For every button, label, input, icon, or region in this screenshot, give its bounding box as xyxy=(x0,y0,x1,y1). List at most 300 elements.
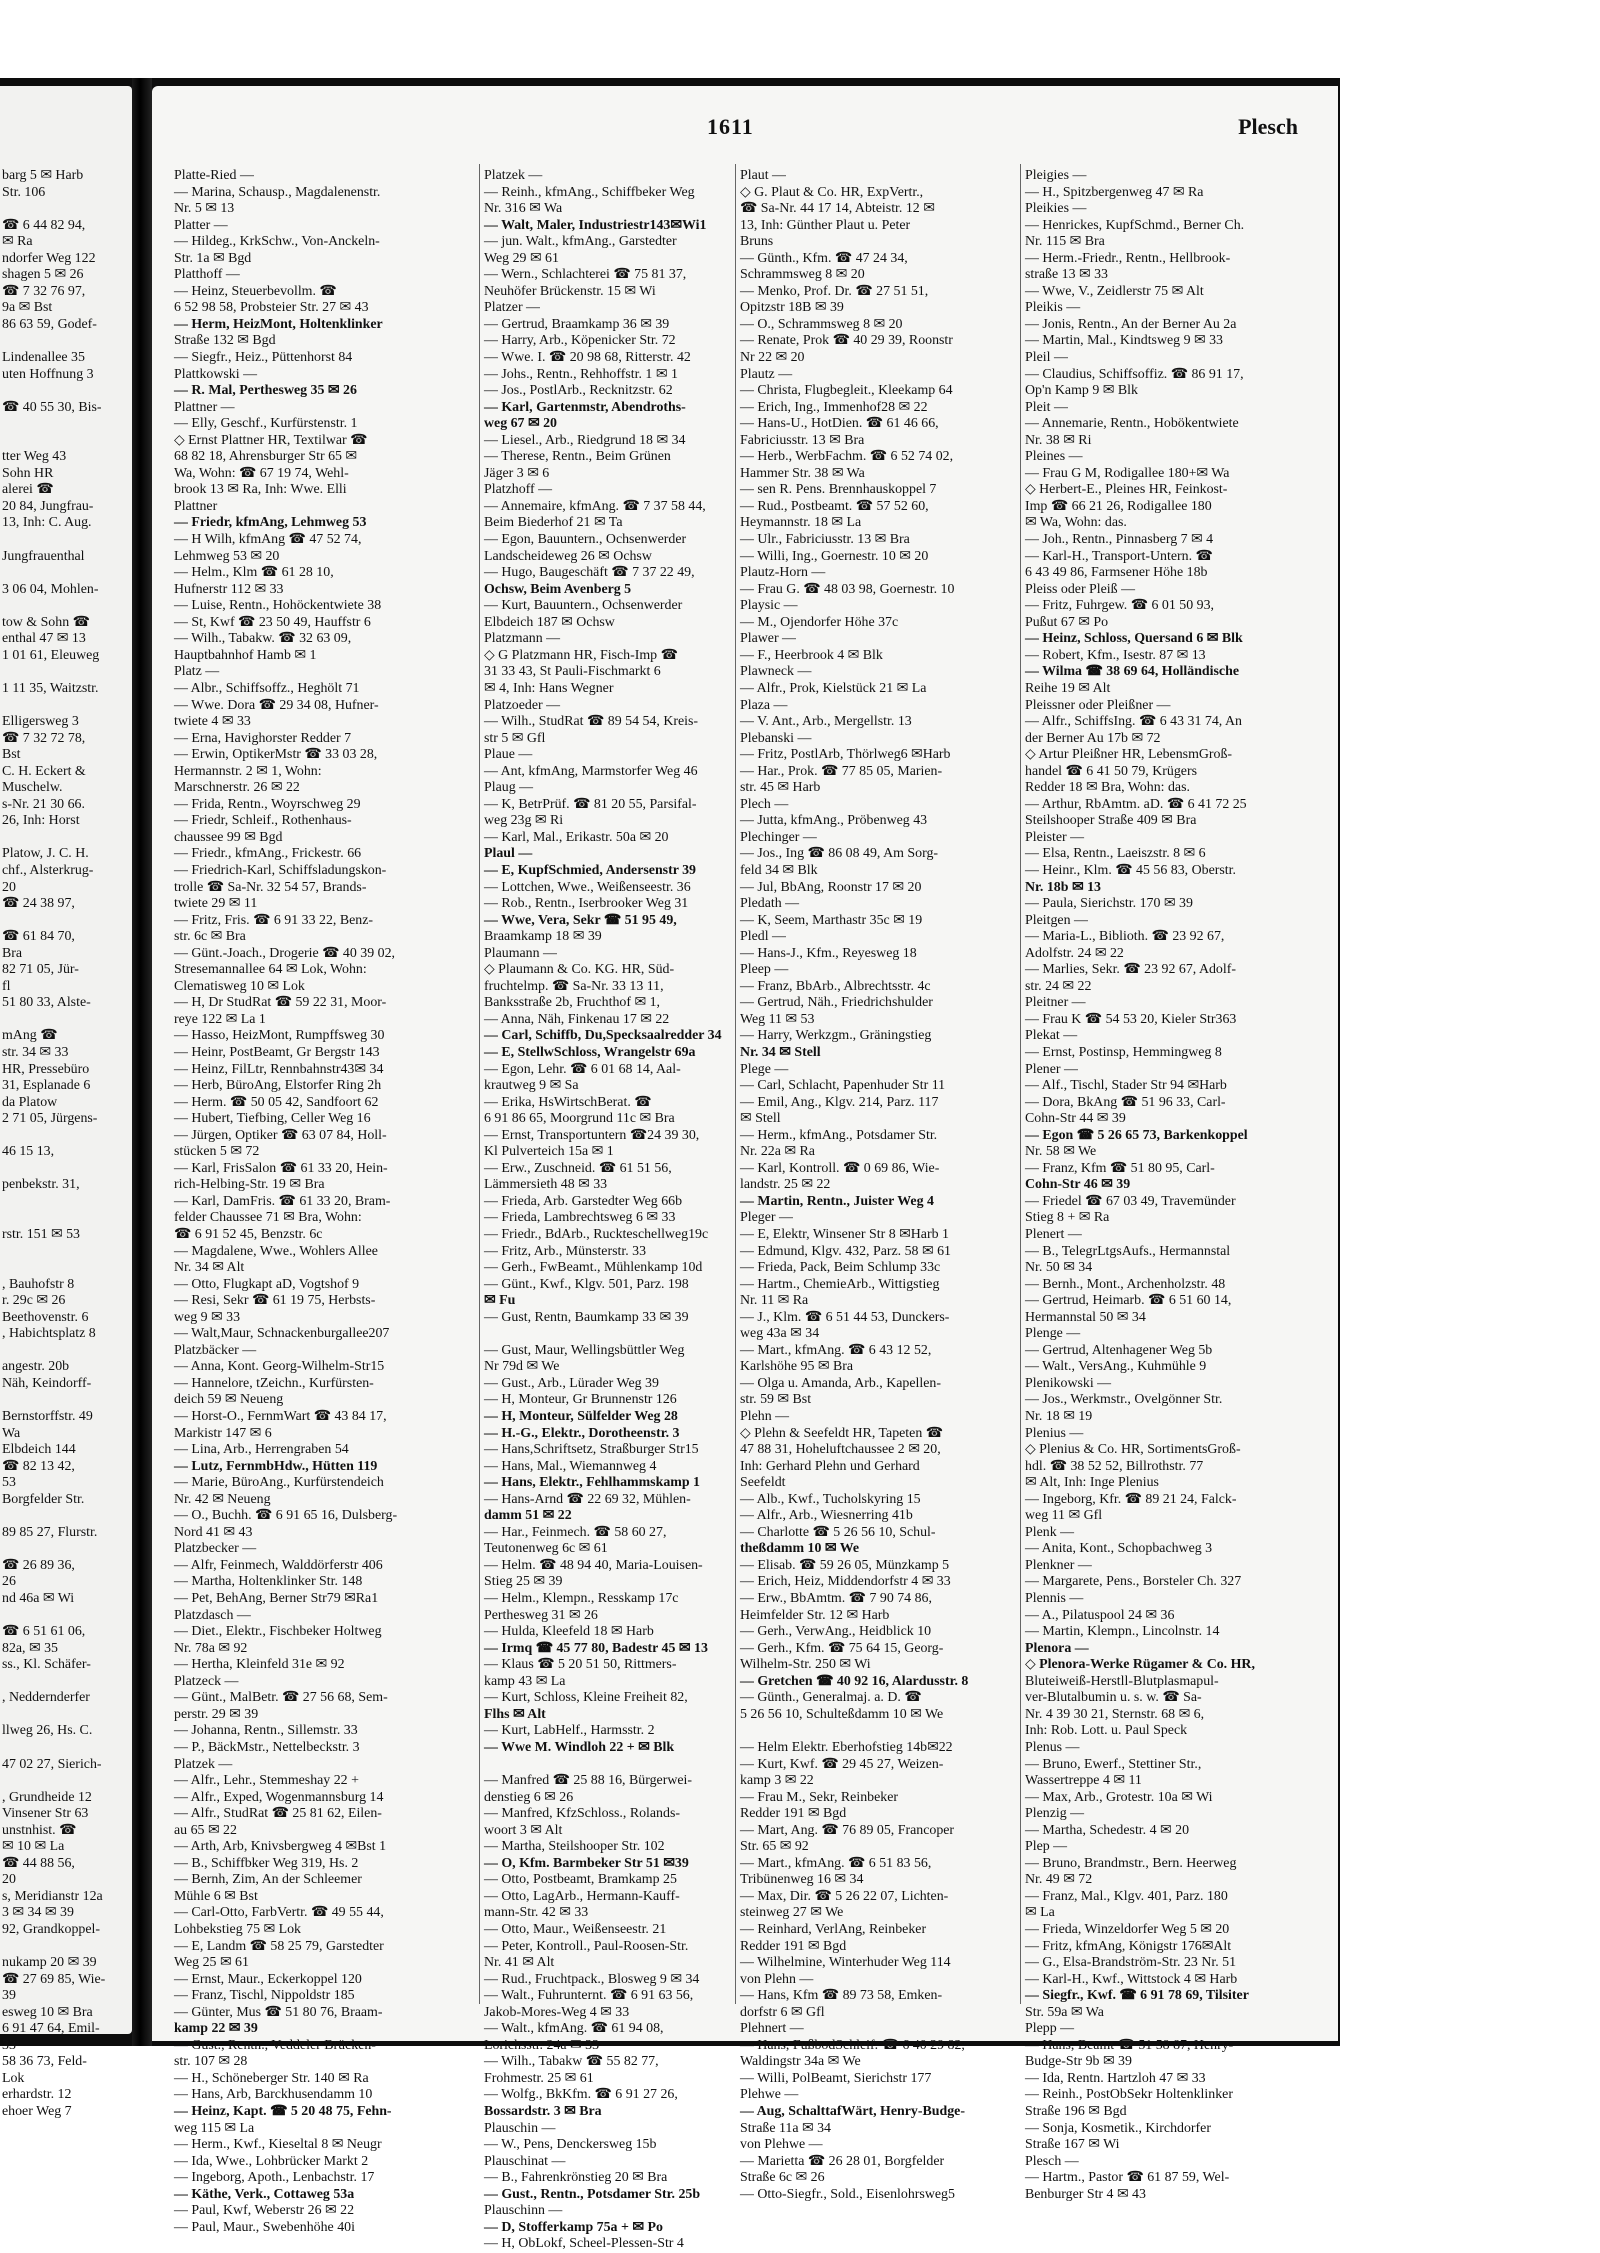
directory-entry-line: Redder 18 ✉ Bra, Wohn: das. xyxy=(1025,780,1190,796)
directory-entry-line: fruchtelmp. ☎ Sa-Nr. 33 13 11, xyxy=(484,978,664,994)
directory-entry-line: Pleep — xyxy=(740,962,789,978)
directory-entry-line: — Marie, BüroAng., Kurfürstendeich xyxy=(174,1475,384,1491)
directory-entry-line: Nr. 78a ✉ 92 xyxy=(174,1640,248,1656)
directory-entry-line: — Wwe, Vera, Sekr ☎ 51 95 49, xyxy=(484,912,677,928)
directory-entry-line: Jäger 3 ✉ 6 xyxy=(484,465,550,481)
directory-entry-line: — Jos., PostlArb., Recknitzstr. 62 xyxy=(484,383,673,399)
directory-entry-line: Elligersweg 3 xyxy=(2,714,79,730)
directory-entry-line: — R. Mal, Perthesweg 35 ✉ 26 xyxy=(174,383,357,399)
column-rule xyxy=(479,164,480,2004)
directory-entry-line: — Wilh., StudRat ☎ 89 54 54, Kreis- xyxy=(484,714,699,730)
directory-entry-line: — Hans, FußbodSchleif. ☎ 6 40 29 82, xyxy=(740,2037,965,2053)
directory-entry-line: Nr. 38 ✉ Ri xyxy=(1025,432,1092,448)
directory-entry-line: — Peter, Kontroll., Paul-Roosen-Str. xyxy=(484,1938,689,1954)
directory-entry-line: Op'n Kamp 9 ✉ Blk xyxy=(1025,383,1138,399)
directory-entry-line: ◇ G Platzmann HR, Fisch-Imp ☎ xyxy=(484,647,678,663)
directory-entry-line: — Gerh., FwBeamt., Mühlenkamp 10d xyxy=(484,1260,703,1276)
directory-entry-line: — Olga u. Amanda, Arb., Kapellen- xyxy=(740,1375,941,1391)
directory-entry-line: 86 63 59, Godef- xyxy=(2,316,97,332)
directory-entry-line: weg 23g ✉ Ri xyxy=(484,813,564,829)
directory-entry-line: ☎ 44 88 56, xyxy=(2,1855,75,1871)
directory-entry-line: Frohmestr. 25 ✉ 61 xyxy=(484,2070,594,2086)
directory-entry-line: Plesch — xyxy=(1025,2153,1079,2169)
directory-entry-line: — Mart, Ang. ☎ 76 89 05, Francoper xyxy=(740,1822,955,1838)
directory-entry-line: 82 71 05, Jür- xyxy=(2,962,79,978)
directory-entry-line: 47 88 31, Hoheluftchaussee 2 ✉ 20, xyxy=(740,1442,941,1458)
directory-entry-line: Plenius — xyxy=(1025,1425,1084,1441)
directory-entry-line: tow & Sohn ☎ xyxy=(2,614,90,630)
directory-entry-line: Ochsw, Beim Avenberg 5 xyxy=(484,581,632,597)
directory-entry-line: Schrammsweg 8 ✉ 20 xyxy=(740,267,865,283)
directory-entry-line: Plech — xyxy=(740,796,789,812)
directory-entry-line: — Irmq ☎ 45 77 80, Badestr 45 ✉ 13 xyxy=(484,1640,708,1656)
directory-entry-line: esweg 10 ✉ Bra xyxy=(2,2004,93,2020)
directory-entry-line: Flhs ✉ Alt xyxy=(484,1706,546,1722)
directory-entry-line: Stieg 25 ✉ 39 xyxy=(484,1574,563,1590)
directory-entry-line: — Herm. ☎ 50 05 42, Sandfoort 62 xyxy=(174,1094,379,1110)
directory-entry-line xyxy=(2,598,130,615)
directory-entry-line: Platzek — xyxy=(484,168,543,183)
directory-entry-line: — Bernh, Zim, An der Schleemer xyxy=(174,1872,362,1888)
directory-entry-line: — Helm Elektr. Eberhofstieg 14b✉22 xyxy=(740,1739,953,1755)
directory-entry-line xyxy=(2,1508,130,1525)
directory-entry-line: Lehmweg 53 ✉ 20 xyxy=(174,548,280,564)
directory-entry-line: — Gerh., Kfm. ☎ 75 64 15, Georg- xyxy=(740,1640,944,1656)
directory-entry-line: Tribünenweg 16 ✉ 34 xyxy=(740,1872,864,1888)
directory-entry-line: Plehwe — xyxy=(740,2087,799,2103)
directory-entry-line: Straße 6c ✉ 26 xyxy=(740,2170,825,2186)
directory-entry-line: erhardstr. 12 xyxy=(2,2087,72,2103)
directory-entry-line: weg 11 ✉ Gfl xyxy=(1025,1508,1103,1524)
directory-entry-line: — Siegfr., Heiz., Püttenhorst 84 xyxy=(174,350,353,366)
directory-entry-line: — Heinr, PostBeamt, Gr Bergstr 143 xyxy=(174,1044,380,1060)
directory-entry-line xyxy=(2,383,130,400)
directory-entry-line: Nr. 42 ✉ Neueng xyxy=(174,1491,271,1507)
directory-entry-line: twiete 4 ✉ 33 xyxy=(174,714,251,730)
directory-entry-line: Plege — xyxy=(740,1061,789,1077)
directory-entry-line: Str. 65 ✉ 92 xyxy=(740,1839,809,1855)
directory-entry-line: — Heinr., Klm. ☎ 45 56 83, Oberstr. xyxy=(1025,862,1236,878)
directory-entry-line: ✉ 10 ✉ La xyxy=(2,1839,65,1855)
directory-entry-line: 20 xyxy=(2,879,16,895)
directory-entry-line: — B., Fahrenkrönstieg 20 ✉ Bra xyxy=(484,2170,668,2186)
directory-entry-line: — Ingeborg, Apoth., Lenbachstr. 17 xyxy=(174,2170,375,2186)
directory-entry-line: fl xyxy=(2,978,11,994)
directory-entry-line: Nr. 34 ✉ Stell xyxy=(740,1044,821,1060)
directory-entry-line: Lohbekstieg 75 ✉ Lok xyxy=(174,1921,301,1937)
directory-entry-line: Redder 191 ✉ Bgd xyxy=(740,1806,847,1822)
directory-entry-line xyxy=(2,1608,130,1625)
directory-entry-line: Pleger — xyxy=(740,1210,793,1226)
directory-entry-line xyxy=(2,1012,130,1029)
directory-entry-line: — K, Seem, Marthastr 35c ✉ 19 xyxy=(740,912,923,928)
directory-entry-line: Plenikowski — xyxy=(1025,1375,1112,1391)
directory-entry-line: — Friedrich-Karl, Schiffsladungskon- xyxy=(174,862,387,878)
directory-entry-line: Pleines — xyxy=(1025,449,1083,465)
directory-entry-line: Plawer — xyxy=(740,631,796,647)
directory-entry-line: 31, Esplanade 6 xyxy=(2,1078,91,1094)
directory-entry-line: — Johanna, Rentn., Sillemstr. 33 xyxy=(174,1723,358,1739)
directory-entry-line: — Robert, Kfm., Isestr. 87 ✉ 13 xyxy=(1025,647,1206,663)
directory-entry-line: — Günter, Mus ☎ 51 80 76, Braam- xyxy=(174,2004,383,2020)
directory-entry-line: Cohn-Str 46 ✉ 39 xyxy=(1025,1177,1131,1193)
directory-entry-line: — Martin, Klempn., Lincolnstr. 14 xyxy=(1025,1624,1220,1640)
directory-entry-line: Bluteiweiß-Herstll-Blutplasmapul- xyxy=(1025,1673,1219,1689)
directory-entry-line: — Elsa, Rentn., Laeiszstr. 8 ✉ 6 xyxy=(1025,846,1206,862)
directory-entry-line: Weg 25 ✉ 61 xyxy=(174,1955,249,1971)
directory-entry-line: — Hans, Arb, Barckhusendamm 10 xyxy=(174,2087,373,2103)
directory-entry-line: — Rud., Fruchtpack., Blosweg 9 ✉ 34 xyxy=(484,1971,700,1987)
directory-entry-line: ◇ Plehn & Seefeldt HR, Tapeten ☎ xyxy=(740,1425,944,1441)
directory-entry-line: Wa, Wohn: ☎ 67 19 74, Wehl- xyxy=(174,465,349,481)
directory-entry-line: Plattner — xyxy=(174,399,235,415)
directory-column-1 xyxy=(174,168,476,2235)
directory-entry-line: — Jos., Werkmstr., Ovelgönner Str. xyxy=(1025,1392,1223,1408)
directory-entry-line: Platzer — xyxy=(484,300,540,316)
directory-entry-line: — Walt, Maler, Industriestr143✉Wi1 xyxy=(484,217,707,233)
directory-entry-line: straße 13 ✉ 33 xyxy=(1025,267,1109,283)
directory-entry-line: Pleit — xyxy=(1025,399,1068,415)
directory-entry-line: — Hasso, HeizMont, Rumpffsweg 30 xyxy=(174,1028,385,1044)
directory-entry-line xyxy=(484,1757,732,1774)
directory-entry-line: Stresemannallee 64 ✉ Lok, Wohn: xyxy=(174,962,367,978)
directory-column-4 xyxy=(1025,168,1330,2202)
directory-entry-line: — Wwe. Dora ☎ 29 34 08, Hufner- xyxy=(174,697,379,713)
directory-entry-line: — Herb, BüroAng, Elstorfer Ring 2h xyxy=(174,1078,382,1094)
directory-entry-line: 6 91 86 65, Moorgrund 11c ✉ Bra xyxy=(484,1111,675,1127)
directory-entry-line: Nr. 115 ✉ Bra xyxy=(1025,234,1105,250)
directory-entry-line: 68 82 18, Ahrensburger Str 65 ✉ xyxy=(174,449,358,465)
directory-entry-line: Marschnerstr. 26 ✉ 22 xyxy=(174,780,300,796)
directory-entry-line: — Egon, Bauuntern., Ochsenwerder xyxy=(484,532,687,548)
directory-entry-line: — Erw., Zuschneid. ☎ 61 51 56, xyxy=(484,1160,672,1176)
directory-entry-line: handel ☎ 6 41 50 79, Krügers xyxy=(1025,763,1197,779)
directory-entry-line: — Jul, BbAng, Roonstr 17 ✉ 20 xyxy=(740,879,922,895)
directory-entry-line: str. 59 ✉ Bst xyxy=(740,1392,812,1408)
directory-entry-line: Nr. 4 39 30 21, Sternstr. 68 ✉ 6, xyxy=(1025,1706,1205,1722)
directory-entry-line: , Neddernderfer xyxy=(2,1690,90,1706)
directory-entry-line: rstr. 151 ✉ 53 xyxy=(2,1227,81,1242)
directory-entry-line: — St, Kwf ☎ 23 50 49, Hauffstr 6 xyxy=(174,614,371,630)
directory-entry-line: theßdamm 10 ✉ We xyxy=(740,1541,860,1557)
directory-entry-line: — Alfr., SchiffsIng. ☎ 6 43 31 74, An xyxy=(1025,714,1242,730)
directory-entry-line: C. H. Eckert & xyxy=(2,763,86,779)
directory-entry-line: — Ernst, Postinsp, Hemmingweg 8 xyxy=(1025,1044,1222,1060)
directory-entry-line: — Frau M., Sekr, Reinbeker xyxy=(740,1789,898,1805)
directory-entry-line: — Friedel ☎ 67 03 49, Travemünder xyxy=(1025,1193,1236,1209)
directory-entry-line: — Gust., Rentn., Veddeler Brücken- xyxy=(174,2037,376,2053)
directory-entry-line: Plechinger — xyxy=(740,829,817,845)
directory-entry-line xyxy=(2,698,130,715)
directory-entry-line: Nr 22 ✉ 20 xyxy=(740,350,805,366)
directory-entry-line: Teutonenweg 6c ✉ 61 xyxy=(484,1541,608,1557)
directory-entry-line: — Gertrud, Altenhagener Weg 5b xyxy=(1025,1342,1213,1358)
directory-entry-line: Weg 29 ✉ 61 xyxy=(484,250,559,266)
directory-entry-line: — Hans, Kfm ☎ 89 73 58, Emken- xyxy=(740,1988,943,2004)
directory-entry-line: — Lina, Arb., Herrengraben 54 xyxy=(174,1442,349,1458)
directory-entry-line: — Henrickes, KupfSchmd., Berner Ch. xyxy=(1025,217,1245,233)
directory-entry-line: str. 107 ✉ 28 xyxy=(174,2054,248,2070)
directory-entry-line: — Wilh., Tabakw. ☎ 32 63 09, xyxy=(174,631,352,647)
directory-entry-line xyxy=(2,1707,130,1724)
directory-entry-line: Pleil — xyxy=(1025,350,1068,366)
directory-entry-line: 13, Inh: Günther Plaut u. Peter xyxy=(740,217,911,233)
directory-entry-line xyxy=(2,1210,130,1227)
directory-entry-line: — Karl-H., Transport-Untern. ☎ xyxy=(1025,548,1213,564)
directory-entry-line: Nr. 22a ✉ Ra xyxy=(740,1144,815,1160)
directory-entry-line: dorfstr 6 ✉ Gfl xyxy=(740,2004,825,2020)
directory-entry-line: Platzoeder — xyxy=(484,697,560,713)
directory-entry-line: Plenge — xyxy=(1025,1326,1081,1342)
directory-entry-line: — Martha, Schedestr. 4 ✉ 20 xyxy=(1025,1822,1190,1838)
directory-entry-line: str. 34 ✉ 33 xyxy=(2,1044,69,1060)
directory-entry-line: — Fritz, Arb., Münsterstr. 33 xyxy=(484,1243,647,1259)
directory-entry-line: — Liesel., Arb., Riedgrund 18 ✉ 34 xyxy=(484,432,686,448)
directory-entry-line: krautweg 9 ✉ Sa xyxy=(484,1078,579,1094)
directory-entry-line: — Franz, BbArb., Albrechtsstr. 4c xyxy=(740,978,931,994)
directory-entry-line: — Frida, Rentn., Woyrschweg 29 xyxy=(174,796,361,812)
directory-entry-line: steinweg 27 ✉ We xyxy=(740,1905,844,1921)
directory-entry-line: von Plehwe — xyxy=(740,2137,823,2153)
directory-entry-line: — Alf., Tischl, Stader Str 94 ✉Harb xyxy=(1025,1078,1227,1094)
directory-entry-line: — H.-G., Elektr., Dorotheenstr. 3 xyxy=(484,1425,680,1441)
directory-entry-line: kamp 43 ✉ La xyxy=(484,1673,566,1689)
directory-entry-line: Nr. 58 ✉ We xyxy=(1025,1144,1097,1160)
directory-entry-line: — Paula, Sierichstr. 170 ✉ 39 xyxy=(1025,896,1193,912)
directory-entry-line: Wilhelm-Str. 250 ✉ Wi xyxy=(740,1657,871,1673)
directory-entry-line: — H Wilh, kfmAng ☎ 47 52 74, xyxy=(174,532,362,548)
directory-entry-line: Reihe 19 ✉ Alt xyxy=(1025,680,1111,696)
directory-entry-line: — Günt., MalBetr. ☎ 27 56 68, Sem- xyxy=(174,1690,388,1706)
directory-entry-line: Nr. 49 ✉ 72 xyxy=(1025,1872,1093,1888)
directory-entry-line: — Hartm., Pastor ☎ 61 87 59, Wel- xyxy=(1025,2170,1230,2186)
running-head xyxy=(152,114,1338,154)
directory-entry-line: — Anna, Näh, Finkenau 17 ✉ 22 xyxy=(484,1011,670,1027)
directory-entry-line: 3 06 04, Mohlen- xyxy=(2,581,99,597)
directory-entry-line: Cohn-Str 44 ✉ 39 xyxy=(1025,1111,1126,1127)
directory-entry-line: — O, Kfm. Barmbeker Str 51 ✉39 xyxy=(484,1855,689,1871)
directory-entry-line: — Resi, Sekr ☎ 61 19 75, Herbsts- xyxy=(174,1293,376,1309)
directory-entry-line: ✉ La xyxy=(1025,1905,1055,1921)
directory-entry-line: mAng ☎ xyxy=(2,1028,58,1044)
directory-entry-line: Bernstorffstr. 49 xyxy=(2,1409,93,1425)
directory-entry-line: ☎ 24 38 97, xyxy=(2,896,75,912)
directory-entry-line: — E, StellwSchloss, Wrangelstr 69a xyxy=(484,1044,696,1060)
directory-entry-line: — Heinz, Kapt. ☎ 5 20 48 75, Fehn- xyxy=(174,2103,392,2119)
directory-entry-line: — Wwe, V., Zeidlerstr 75 ✉ Alt xyxy=(1025,283,1204,299)
directory-entry-line: Heimfelder Str. 12 ✉ Harb xyxy=(740,1607,890,1623)
directory-entry-line: — P., BäckMstr., Nettelbeckstr. 3 xyxy=(174,1739,360,1755)
directory-entry-line: — Menko, Prof. Dr. ☎ 27 51 51, xyxy=(740,283,929,299)
directory-entry-line: Braamkamp 18 ✉ 39 xyxy=(484,929,602,945)
directory-entry-line: ☎ 82 13 42, xyxy=(2,1458,75,1474)
directory-entry-line: felder Chaussee 71 ✉ Bra, Wohn: xyxy=(174,1210,362,1226)
directory-entry-line xyxy=(2,1773,130,1790)
directory-entry-line: Nr. 50 ✉ 34 xyxy=(1025,1260,1093,1276)
directory-entry-line: Bossardstr. 3 ✉ Bra xyxy=(484,2103,602,2119)
directory-entry-line: Plep — xyxy=(1025,1839,1068,1855)
directory-entry-line: Plawneck — xyxy=(740,664,812,680)
directory-entry-line: str. 6c ✉ Bra xyxy=(174,929,246,945)
directory-entry-line: stücken 5 ✉ 72 xyxy=(174,1144,260,1160)
directory-entry-line: str. 24 ✉ 22 xyxy=(1025,978,1092,994)
directory-entry-line: — Arth, Arb, Knivsbergweg 4 ✉Bst 1 xyxy=(174,1839,387,1855)
directory-entry-line: — Ernst, Transportuntern ☎24 39 30, xyxy=(484,1127,700,1143)
directory-entry-line: deich 59 ✉ Neueng xyxy=(174,1392,284,1408)
directory-entry-line: Plehn — xyxy=(740,1409,790,1425)
directory-entry-line: — Hans-J., Kfm., Reyesweg 18 xyxy=(740,945,917,961)
directory-entry-line: ✉ Wa, Wohn: das. xyxy=(1025,515,1127,531)
directory-entry-line: Plattner xyxy=(174,498,218,514)
directory-entry-line: — Christa, Flugbegleit., Kleekamp 64 xyxy=(740,383,953,399)
directory-entry-line: — V. Ant., Arb., Mergellstr. 13 xyxy=(740,714,912,730)
directory-entry-line: — Elisab. ☎ 59 26 05, Münzkamp 5 xyxy=(740,1557,950,1573)
column-rule xyxy=(1020,164,1021,2004)
directory-entry-line: — Frieda, Pack, Beim Schlump 33c xyxy=(740,1260,941,1276)
directory-entry-line: — Sonja, Kosmetik., Kirchdorfer xyxy=(1025,2120,1211,2136)
directory-entry-line: ✉ Alt, Inh: Inge Plenius xyxy=(1025,1475,1159,1491)
directory-entry-line: — Marietta ☎ 26 28 01, Borgfelder xyxy=(740,2153,945,2169)
directory-entry-line: — B., TelegrLtgsAufs., Hermannstal xyxy=(1025,1243,1231,1259)
directory-entry-line: — Alfr., Arb., Wiesnerring 41b xyxy=(740,1508,913,1524)
directory-entry-line: feld 34 ✉ Blk xyxy=(740,862,818,878)
directory-entry-line: — Martin, Mal., Kindtsweg 9 ✉ 33 xyxy=(1025,333,1223,349)
directory-entry-line: ☎ 7 32 76 97, xyxy=(2,283,86,299)
directory-entry-line: 53 xyxy=(2,1475,16,1491)
directory-entry-line: — Gerh., VerwAng., Heidblick 10 xyxy=(740,1624,932,1640)
directory-entry-line xyxy=(2,532,130,549)
directory-entry-line: Platzeck — xyxy=(174,1673,239,1689)
directory-entry-line: — Paul, Kwf, Weberstr 26 ✉ 22 xyxy=(174,2203,355,2219)
directory-entry-line xyxy=(2,1392,130,1409)
directory-entry-line: — Frieda, Lambrechtsweg 6 ✉ 33 xyxy=(484,1210,676,1226)
directory-entry-line: — Helm., Klempn., Resskamp 17c xyxy=(484,1591,679,1607)
directory-entry-line: — H, Monteur, Sülfelder Weg 28 xyxy=(484,1409,678,1425)
directory-entry-line: ◇ Plaumann & Co. KG. HR, Süd- xyxy=(484,962,675,978)
directory-entry-line xyxy=(2,1161,130,1178)
directory-entry-line: — Kurt, Schloss, Kleine Freiheit 82, xyxy=(484,1690,688,1706)
directory-entry-line xyxy=(2,333,130,350)
directory-entry-line: 6 91 47 64, Emil- xyxy=(2,2021,100,2037)
directory-entry-line xyxy=(2,1541,130,1558)
directory-entry-line: — E, Landm ☎ 58 25 79, Garstedter xyxy=(174,1938,384,1954)
directory-entry-line: — Reinh., PostObSekr Holtenklinker xyxy=(1025,2087,1233,2103)
directory-entry-line: Platzmann — xyxy=(484,631,560,647)
directory-entry-line: Nr 79d ✉ We xyxy=(484,1359,560,1375)
directory-entry-line: Elbdeich 187 ✉ Ochsw xyxy=(484,614,615,630)
directory-entry-line: — jun. Walt., kfmAng., Garstedter xyxy=(484,234,677,250)
directory-entry-line: Fabriciusstr. 13 ✉ Bra xyxy=(740,432,865,448)
directory-entry-line: nukamp 20 ✉ 39 xyxy=(2,1955,97,1971)
directory-entry-line: kamp 3 ✉ 22 xyxy=(740,1773,814,1789)
directory-entry-line: — Herb., WerbFachm. ☎ 6 52 74 02, xyxy=(740,449,954,465)
directory-entry-line: — Walt,Maur, Schnackenburgallee207 xyxy=(174,1326,390,1342)
directory-entry-line xyxy=(2,416,130,433)
directory-entry-line: Plenkner — xyxy=(1025,1557,1092,1573)
directory-entry-line: — Max, Dir. ☎ 5 26 22 07, Lichten- xyxy=(740,1888,949,1904)
directory-entry-line: — Therese, Rentn., Beim Grünen xyxy=(484,449,671,465)
directory-entry-line xyxy=(2,1128,130,1145)
directory-entry-line: — Martha, Steilshooper Str. 102 xyxy=(484,1839,665,1855)
directory-entry-line: Jungfrauenthal xyxy=(2,548,85,564)
directory-entry-line: — Karl, Kontroll. ☎ 0 69 86, Wie- xyxy=(740,1160,940,1176)
directory-entry-line: 92, Grandkoppel- xyxy=(2,1921,100,1937)
directory-entry-line: — Franz, Tischl, Nippoldstr 185 xyxy=(174,1988,355,2004)
directory-entry-line: Plennis — xyxy=(1025,1591,1084,1607)
book-scan xyxy=(0,78,1340,2252)
directory-entry-line xyxy=(2,830,130,847)
directory-entry-line: — Rob., Rentn., Iserbrooker Weg 31 xyxy=(484,896,689,912)
directory-entry-line: Nr. 18 ✉ 19 xyxy=(1025,1409,1093,1425)
directory-entry-line: ☎ 40 55 30, Bis- xyxy=(2,399,102,415)
directory-entry-line: Pleissner oder Pleißner — xyxy=(1025,697,1171,713)
directory-entry-line: Hermannstr. 2 ✉ 1, Wohn: xyxy=(174,763,322,779)
directory-entry-line: Plattkowski — xyxy=(174,366,257,382)
directory-entry-line: — F., Heerbrook 4 ✉ Blk xyxy=(740,647,883,663)
directory-entry-line: — Bernh., Mont., Archenholzstr. 48 xyxy=(1025,1276,1226,1292)
directory-entry-line xyxy=(2,1260,130,1277)
directory-entry-line: Plenert — xyxy=(1025,1227,1082,1242)
directory-entry-line: Pleitner — xyxy=(1025,995,1086,1011)
directory-entry-line: ✉ Fu xyxy=(484,1293,516,1309)
directory-entry-line: — Friedr., kfmAng., Frickestr. 66 xyxy=(174,846,362,862)
directory-entry-line: Pleigies — xyxy=(1025,168,1087,183)
directory-entry-line: 39 xyxy=(2,1988,16,2004)
directory-entry-line: 6 52 98 58, Probsteier Str. 27 ✉ 43 xyxy=(174,300,369,316)
directory-entry-line: 2 71 05, Jürgens- xyxy=(2,1111,98,1127)
directory-entry-line xyxy=(2,1674,130,1691)
directory-entry-line: unstnhist. ☎ xyxy=(2,1822,77,1838)
directory-entry-line: Plautz — xyxy=(740,366,793,382)
directory-entry-line: Heymannstr. 18 ✉ La xyxy=(740,515,862,531)
directory-entry-line: Bst xyxy=(2,747,21,763)
directory-entry-line: — Heinz, Steuerbevollm. ☎ xyxy=(174,283,337,299)
directory-entry-line: Elbdeich 144 xyxy=(2,1442,76,1458)
directory-entry-line: — Günt., Kwf., Klgv. 501, Parz. 198 xyxy=(484,1276,689,1292)
directory-entry-line: — Reinhard, VerlAng, Reinbeker xyxy=(740,1921,927,1937)
directory-entry-line: — Hans, Mal., Wiemannweg 4 xyxy=(484,1458,657,1474)
directory-entry-line: tter Weg 43 xyxy=(2,449,67,465)
directory-entry-line: — Kurt, LabHelf., Harmsstr. 2 xyxy=(484,1723,655,1739)
directory-entry-line: Perthesweg 31 ✉ 26 xyxy=(484,1607,598,1623)
directory-entry-line: Plaul — xyxy=(484,846,533,862)
directory-entry-line: — Claudius, Schiffsoffiz. ☎ 86 91 17, xyxy=(1025,366,1244,382)
directory-entry-line: — Otto-Siegfr., Sold., Eisenlohrsweg5 xyxy=(740,2186,955,2202)
directory-entry-line: Näh, Keindorff- xyxy=(2,1375,92,1391)
directory-entry-line: landstr. 25 ✉ 22 xyxy=(740,1177,831,1193)
directory-entry-line: 82a, ✉ 35 xyxy=(2,1640,59,1656)
directory-entry-line: Straße 11a ✉ 34 xyxy=(740,2120,831,2136)
directory-entry-line: Bruns xyxy=(740,234,774,250)
book-gutter xyxy=(132,78,152,2046)
directory-entry-line: — Alfr., Prok, Kielstück 21 ✉ La xyxy=(740,680,927,696)
directory-entry-line: — J., Klm. ☎ 6 51 44 53, Dunckers- xyxy=(740,1309,950,1325)
directory-entry-line: — Friedr, Schleif., Rothenhaus- xyxy=(174,813,352,829)
directory-entry-line: Beethovenstr. 6 xyxy=(2,1309,89,1325)
directory-entry-line: — Karl, Gartenmstr, Abendroths- xyxy=(484,399,686,415)
directory-entry-line: chf., Alsterkrug- xyxy=(2,862,94,878)
directory-entry-line: — Manfred ☎ 25 88 16, Bürgerwei- xyxy=(484,1773,692,1789)
directory-entry-line xyxy=(484,1326,732,1343)
directory-entry-line: — Franz, Kfm ☎ 51 80 95, Carl- xyxy=(1025,1160,1215,1176)
directory-entry-line: 46 15 13, xyxy=(2,1144,55,1160)
directory-entry-line: — Emil, Ang., Klgv. 214, Parz. 117 xyxy=(740,1094,939,1110)
directory-entry-line: — Luise, Rentn., Hohöckentwiete 38 xyxy=(174,598,382,614)
directory-entry-line: — Herm., Kwf., Kieseltal 8 ✉ Neugr xyxy=(174,2137,382,2153)
directory-entry-line: — Walt., kfmAng. ☎ 61 94 08, xyxy=(484,2021,664,2037)
directory-entry-line: Landscheideweg 26 ✉ Ochsw xyxy=(484,548,652,564)
directory-entry-line xyxy=(740,1723,1016,1740)
